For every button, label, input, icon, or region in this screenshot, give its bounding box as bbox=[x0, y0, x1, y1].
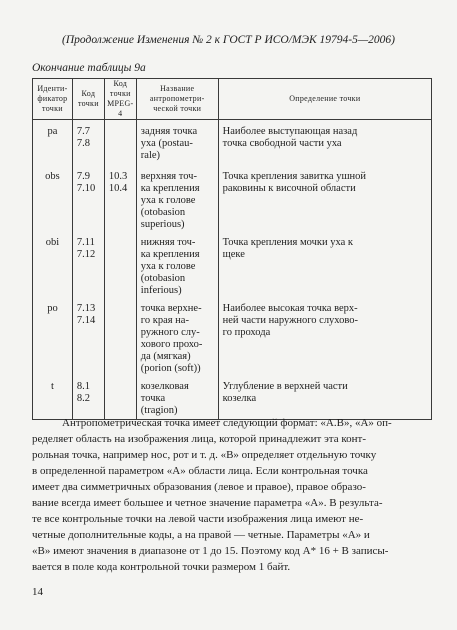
paragraph-line: четные дополнительные коды, а на правой — четные. Параметры «A» и bbox=[32, 529, 370, 541]
paragraph-line: вание всегда имеет большее и четное значение параметра «A». В результа- bbox=[32, 497, 383, 509]
paragraph-line: имеет два симметричных образования (левое и правое), правое образо- bbox=[32, 481, 366, 493]
header-id bbox=[33, 79, 73, 120]
point-definition-line: козелка bbox=[222, 392, 257, 404]
anthropometric-points-table bbox=[32, 78, 432, 420]
point-code bbox=[72, 231, 104, 297]
point-name-line: ка крепления bbox=[140, 182, 200, 194]
point-name-line: хового прохо- bbox=[140, 338, 203, 350]
point-name-line: ружного слу- bbox=[140, 326, 200, 338]
header-line: точки bbox=[109, 89, 131, 98]
point-id: pa bbox=[33, 120, 73, 165]
header-line: Название bbox=[160, 84, 195, 93]
point-name bbox=[136, 165, 218, 231]
point-name-line: ка крепления bbox=[140, 248, 200, 260]
point-name bbox=[136, 375, 218, 420]
point-name-line: точка верхне- bbox=[140, 302, 202, 314]
point-definition bbox=[218, 231, 431, 297]
point-name-line: да (мягкая) bbox=[140, 350, 191, 362]
point-name-line: (tragion) bbox=[140, 404, 178, 416]
point-code-line: 7.13 bbox=[76, 302, 96, 314]
table-row bbox=[33, 375, 432, 420]
point-definition bbox=[218, 165, 431, 231]
point-name-line: уха (postau- bbox=[140, 138, 193, 149]
table-row bbox=[33, 297, 432, 375]
header-mpeg bbox=[104, 79, 136, 120]
header-line: ческой точки bbox=[153, 104, 202, 113]
point-name-line: superious) bbox=[140, 218, 185, 230]
mpeg4-code bbox=[104, 120, 136, 165]
point-name-line: козелковая bbox=[140, 380, 189, 392]
point-code-line: 7.7 bbox=[76, 126, 91, 137]
point-definition bbox=[218, 375, 431, 420]
point-code bbox=[72, 297, 104, 375]
point-name-line: го края на- bbox=[140, 314, 189, 326]
point-definition-line: Наиболее выступающая назад bbox=[222, 126, 358, 137]
point-name-line: rale) bbox=[140, 150, 161, 161]
table-row bbox=[33, 231, 432, 297]
point-name-line: нижняя точ- bbox=[140, 236, 196, 248]
table-row bbox=[33, 165, 432, 231]
mpeg4-code bbox=[104, 375, 136, 420]
point-id: obi bbox=[33, 231, 73, 297]
point-id: t bbox=[33, 375, 73, 420]
mpeg4-code bbox=[104, 231, 136, 297]
point-name-line: (otobasion bbox=[140, 272, 186, 284]
header-line: Иденти- bbox=[37, 84, 68, 93]
paragraph-line: в определенной параметром «A» области лица. Если контрольная точка bbox=[32, 465, 368, 477]
point-name bbox=[136, 120, 218, 165]
point-name-line: уха к голове bbox=[140, 260, 196, 272]
header-name bbox=[136, 79, 218, 120]
body-paragraph bbox=[32, 415, 432, 575]
point-name bbox=[136, 297, 218, 375]
point-code bbox=[72, 120, 104, 165]
point-name-line: задняя точка bbox=[140, 126, 198, 137]
point-definition-line: Точка крепления завитка ушной bbox=[222, 170, 367, 182]
mpeg4-code-line: 10.3 bbox=[108, 170, 128, 182]
header-line: точки bbox=[42, 104, 63, 113]
table-caption: Окончание таблицы 9а bbox=[32, 62, 146, 74]
point-code-line: 7.12 bbox=[76, 248, 96, 260]
point-definition-line: раковины к височной области bbox=[222, 182, 356, 194]
page-header: (Продолжение Изменения № 2 к ГОСТ Р ИСО/МЭК 19794-5—2006) bbox=[62, 34, 395, 46]
point-name-line: (porion (soft)) bbox=[140, 362, 201, 374]
header-line: MPEG-4 bbox=[107, 99, 134, 118]
table-row bbox=[33, 120, 432, 165]
header-line: Код bbox=[81, 89, 96, 98]
point-name bbox=[136, 231, 218, 297]
point-definition-line: Точка крепления мочки уха к bbox=[222, 236, 353, 248]
point-definition-line: Углубление в верхней части bbox=[222, 380, 348, 392]
paragraph-line: вается в поле кода контрольной точки размером 1 байт. bbox=[32, 561, 291, 573]
point-name-line: уха к голове bbox=[140, 194, 196, 206]
mpeg4-code-line: 10.4 bbox=[108, 182, 128, 194]
point-code-line: 8.1 bbox=[76, 380, 91, 392]
point-name-line: верхняя точ- bbox=[140, 170, 197, 182]
point-code bbox=[72, 165, 104, 231]
point-name-line: (otobasion bbox=[140, 206, 186, 218]
paragraph-line: рольная точка, например нос, рот и т. д. «B» определяет отдельную точку bbox=[32, 449, 377, 461]
header-code bbox=[72, 79, 104, 120]
point-code-line: 7.8 bbox=[76, 138, 91, 149]
header-line: точки bbox=[77, 99, 99, 108]
point-code-line: 7.11 bbox=[76, 236, 95, 248]
point-name-line: inferious) bbox=[140, 284, 182, 296]
header-line: фикатор bbox=[37, 94, 68, 103]
point-code-line: 7.9 bbox=[76, 170, 91, 182]
paragraph-line: «B» имеют значения в диапазоне от 1 до 15. Поэтому код A* 16 + B записы- bbox=[32, 545, 389, 557]
header-definition bbox=[218, 79, 431, 120]
header-line: Определение точки bbox=[289, 94, 361, 103]
mpeg4-code bbox=[104, 297, 136, 375]
point-code-line: 7.10 bbox=[76, 182, 96, 194]
point-name-line: точка bbox=[140, 392, 166, 404]
point-code-line: 7.14 bbox=[76, 314, 96, 326]
point-id: po bbox=[33, 297, 73, 375]
mpeg4-code bbox=[104, 165, 136, 231]
table-body bbox=[33, 120, 432, 420]
page-number: 14 bbox=[32, 586, 43, 598]
point-code-line: 8.2 bbox=[76, 392, 91, 404]
point-definition-line: точка свободной части уха bbox=[222, 138, 342, 149]
point-definition bbox=[218, 120, 431, 165]
paragraph-line: ределяет область на изображения лица, которой принадлежит эта конт- bbox=[32, 433, 367, 445]
point-definition-line: щеке bbox=[222, 248, 245, 260]
point-definition-line: ней части наружного слухово- bbox=[222, 314, 359, 326]
paragraph-line: Антропометрическая точка имеет следующий формат: «A.B», «A» оп- bbox=[62, 417, 392, 429]
header-line: Код bbox=[113, 79, 128, 88]
paragraph-line: те все контрольные точки на левой части изображения лица имеют не- bbox=[32, 513, 364, 525]
point-definition-line: Наиболее высокая точка верх- bbox=[222, 302, 358, 314]
point-definition bbox=[218, 297, 431, 375]
point-code bbox=[72, 375, 104, 420]
header-line: антропометри- bbox=[149, 94, 205, 103]
point-id: obs bbox=[33, 165, 73, 231]
point-definition-line: го прохода bbox=[222, 326, 271, 338]
